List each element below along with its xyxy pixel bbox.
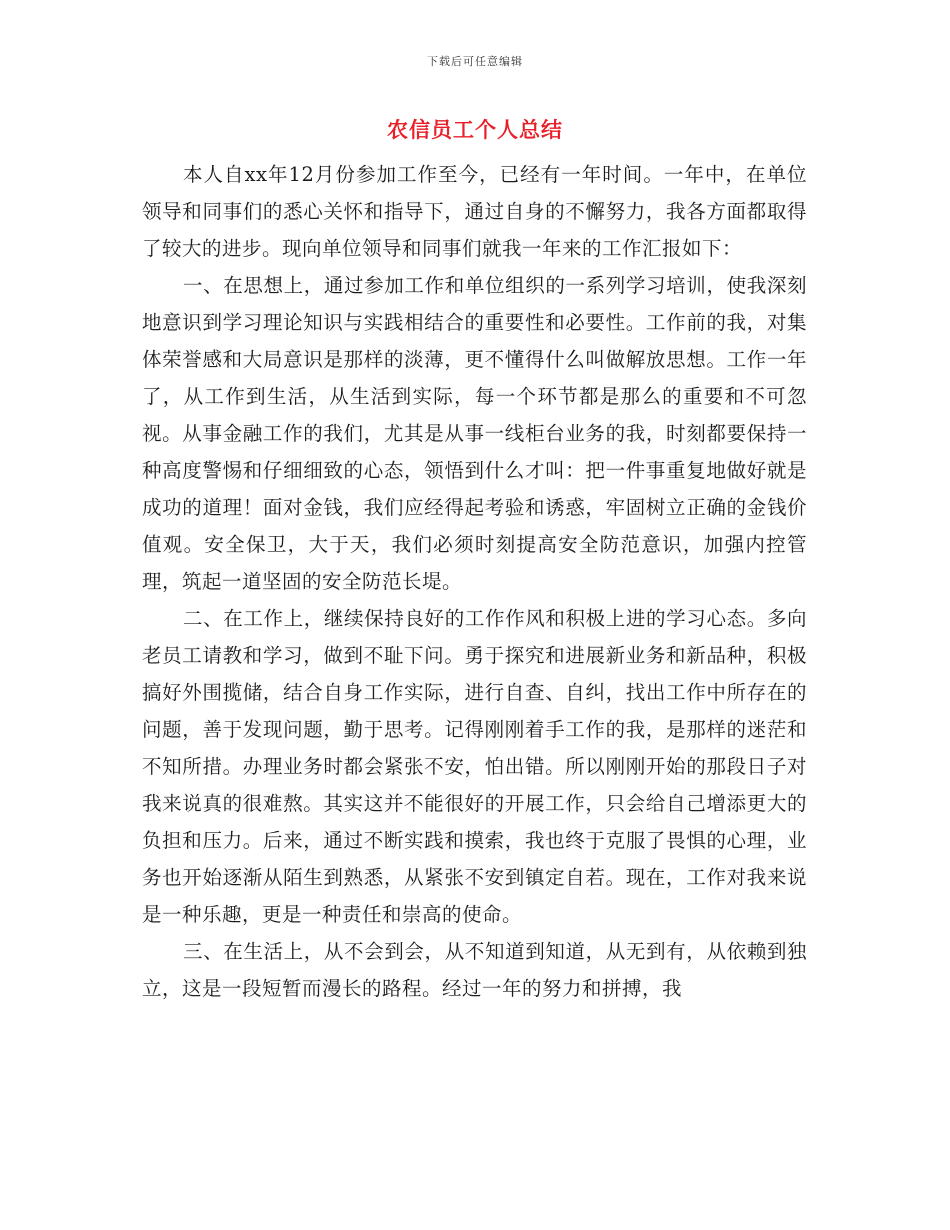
header-note: 下载后可任意编辑: [427, 55, 523, 68]
paragraph-thought: 一、在思想上，通过参加工作和单位组织的一系列学习培训，使我深刻地意识到学习理论知识与实践相结合的重要性和必要性。工作前的我，对集体荣誉感和大局意识是那样的淡薄，更不懂得什么叫做解放思想。工作一年了，从工作到生活，从生活到实际，每一个环节都是那么的重要和不可忽视。从事金融工作的我们，尤其是从事一线柜台业务的我，时刻都要保持一种高度警惕和仔细细致的心态，领悟到什么才叫：把一件事重复地做好就是成功的道理！面对金钱，我们应经得起考验和诱惑，牢固树立正确的金钱价值观。安全保卫，大于天，我们必须时刻提高安全防范意识，加强内控管理，筑起一道坚固的安全防范长堤。: [142, 274, 807, 593]
document-body: [142, 156, 807, 1007]
paragraph-work: 二、在工作上，继续保持良好的工作作风和积极上进的学习心态。多向老员工请教和学习，做到不耻下问。勇于探究和进展新业务和新品种，积极搞好外围揽储，结合自身工作实际，进行自查、自纠，找出工作中所存在的问题，善于发现问题，勤于思考。记得刚刚着手工作的我，是那样的迷茫和不知所措。办理业务时都会紧张不安，怕出错。所以刚刚开始的那段日子对我来说真的很难熬。其实这并不能很好的开展工作，只会给自己增添更大的负担和压力。后来，通过不断实践和摸索，我也终于克服了畏惧的心理，业务也开始逐渐从陌生到熟悉，从紧张不安到镇定自若。现在，工作对我来说是一种乐趣，更是一种责任和崇高的使命。: [142, 607, 807, 926]
paragraph-life: 三、在生活上，从不会到会，从不知道到知道，从无到有，从依赖到独立，这是一段短暂而漫长的路程。经过一年的努力和拼搏，我: [142, 940, 807, 1000]
document-title: 农信员工个人总结: [387, 117, 563, 142]
paragraph-intro: 本人自xx年12月份参加工作至今，已经有一年时间。一年中，在单位领导和同事们的悉心关怀和指导下，通过自身的不懈努力，我各方面都取得了较大的进步。现向单位领导和同事们就我一年来的工作汇报如下：: [142, 163, 807, 260]
